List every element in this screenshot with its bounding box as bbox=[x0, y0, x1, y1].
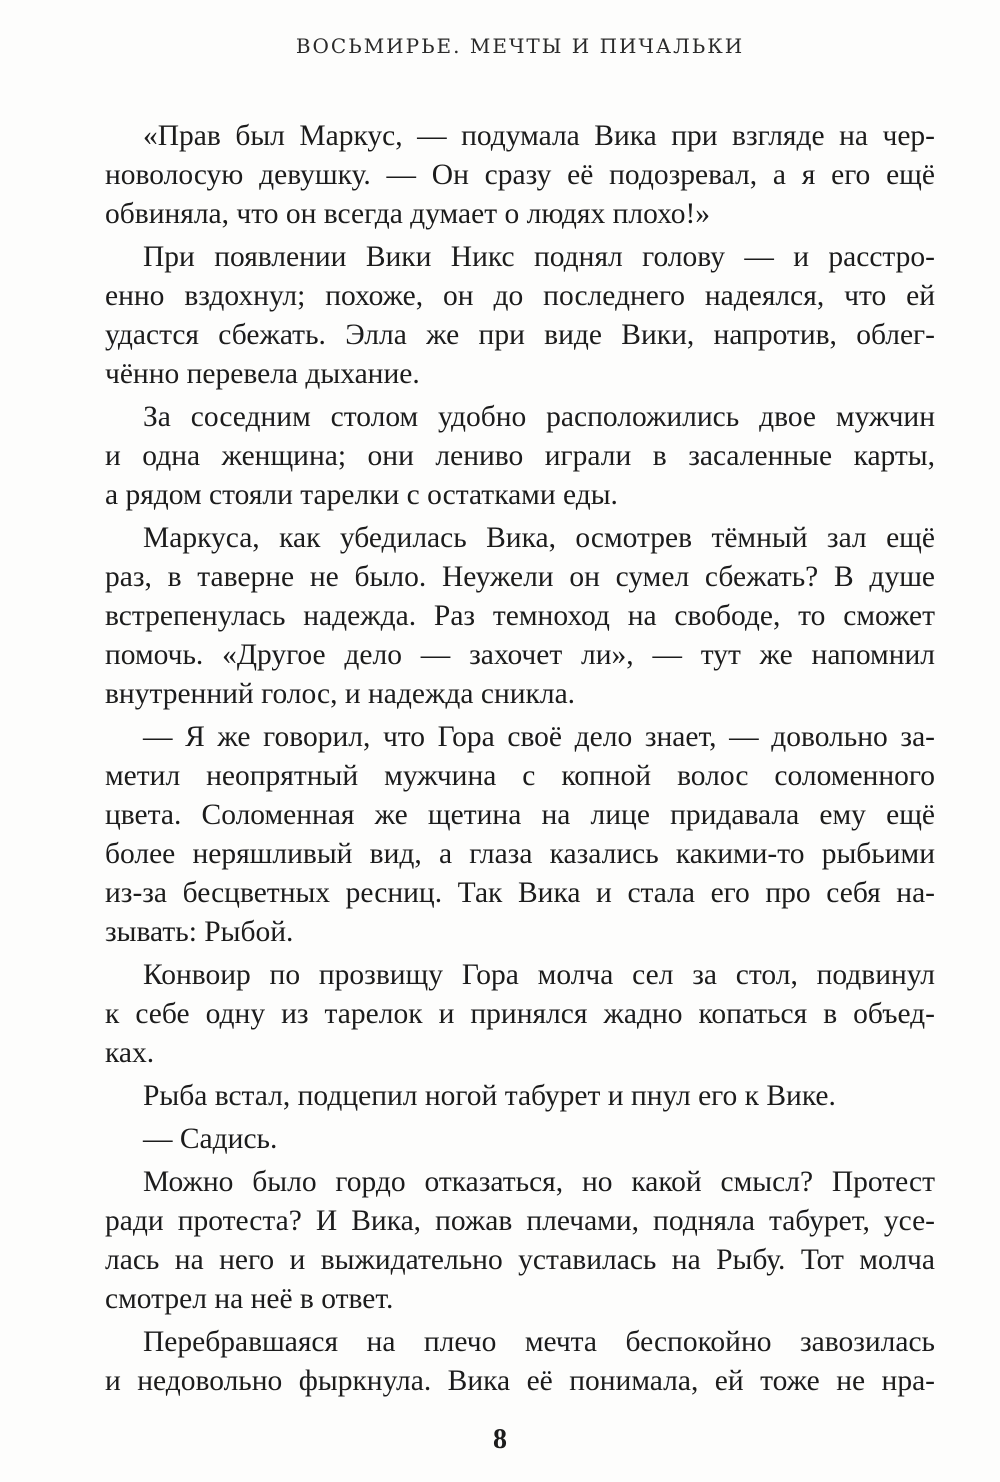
body-text bbox=[105, 117, 935, 1401]
text-line: внутренний голос, и надежда сникла. bbox=[105, 678, 576, 710]
text-line: более неряшливый вид, а глаза казались какими-то рыбьими bbox=[105, 838, 935, 870]
text-line: смотрел на неё в ответ. bbox=[105, 1283, 394, 1315]
page-number: 8 bbox=[493, 1424, 507, 1455]
text-line: лась на него и выжидательно уставилась на Рыбу. Тот молча bbox=[105, 1244, 935, 1276]
text-line: — Я же говорил, что Гора своё дело знает, — довольно за- bbox=[143, 721, 935, 753]
text-line: ради протеста? И Вика, пожав плечами, подняла табурет, усе- bbox=[105, 1205, 935, 1237]
text-line: Рыба встал, подцепил ногой табурет и пнул его к Вике. bbox=[143, 1080, 836, 1112]
text-line: За соседним столом удобно расположились двое мужчин bbox=[143, 401, 935, 433]
text-line: новолосую девушку. — Он сразу её подозревал, а я его ещё bbox=[105, 159, 935, 191]
text-line: из-за бесцветных ресниц. Так Вика и стала его про себя на- bbox=[105, 877, 935, 909]
text-line: Конвоир по прозвищу Гора молча сел за стол, подвинул bbox=[143, 959, 935, 991]
text-line: Можно было гордо отказаться, но какой смысл? Протест bbox=[143, 1166, 935, 1198]
text-line: удастся сбежать. Элла же при виде Вики, напротив, облег- bbox=[105, 319, 935, 351]
text-line: Перебравшаяся на плечо мечта беспокойно завозилась bbox=[143, 1326, 935, 1358]
text-line: «Прав был Маркус, — подумала Вика при взгляде на чер- bbox=[143, 120, 935, 152]
text-line: а рядом стояли тарелки с остатками еды. bbox=[105, 479, 618, 511]
text-line: помочь. «Другое дело — захочет ли», — тут же напомнил bbox=[105, 639, 935, 671]
text-line: ках. bbox=[105, 1037, 155, 1069]
text-line: к себе одну из тарелок и принялся жадно копаться в объед- bbox=[105, 998, 935, 1030]
text-line: встрепенулась надежда. Раз темноход на свободе, то сможет bbox=[105, 600, 935, 632]
text-line: енно вздохнул; похоже, он до последнего надеялся, что ей bbox=[105, 280, 935, 312]
text-line: обвиняла, что он всегда думает о людях плохо!» bbox=[105, 198, 711, 230]
text-line: — Садись. bbox=[143, 1123, 278, 1155]
text-line: Маркуса, как убедилась Вика, осмотрев тёмный зал ещё bbox=[143, 522, 935, 554]
text-line: метил неопрятный мужчина с копной волос соломенного bbox=[105, 760, 935, 792]
text-line: чённо перевела дыхание. bbox=[105, 358, 420, 390]
text-line: При появлении Вики Никс поднял голову — и расстро- bbox=[143, 241, 935, 273]
text-line: цвета. Соломенная же щетина на лице придавала ему ещё bbox=[105, 799, 935, 831]
text-line: раз, в таверне не было. Неужели он сумел сбежать? В душе bbox=[105, 561, 935, 593]
text-line: и одна женщина; они лениво играли в засаленные карты, bbox=[105, 440, 935, 472]
text-line: и недовольно фыркнула. Вика её понимала, ей тоже не нра- bbox=[105, 1365, 935, 1397]
text-line: зывать: Рыбой. bbox=[105, 916, 294, 948]
running-head: ВОСЬМИРЬЕ. МЕЧТЫ И ПИЧАЛЬКИ bbox=[295, 34, 745, 58]
